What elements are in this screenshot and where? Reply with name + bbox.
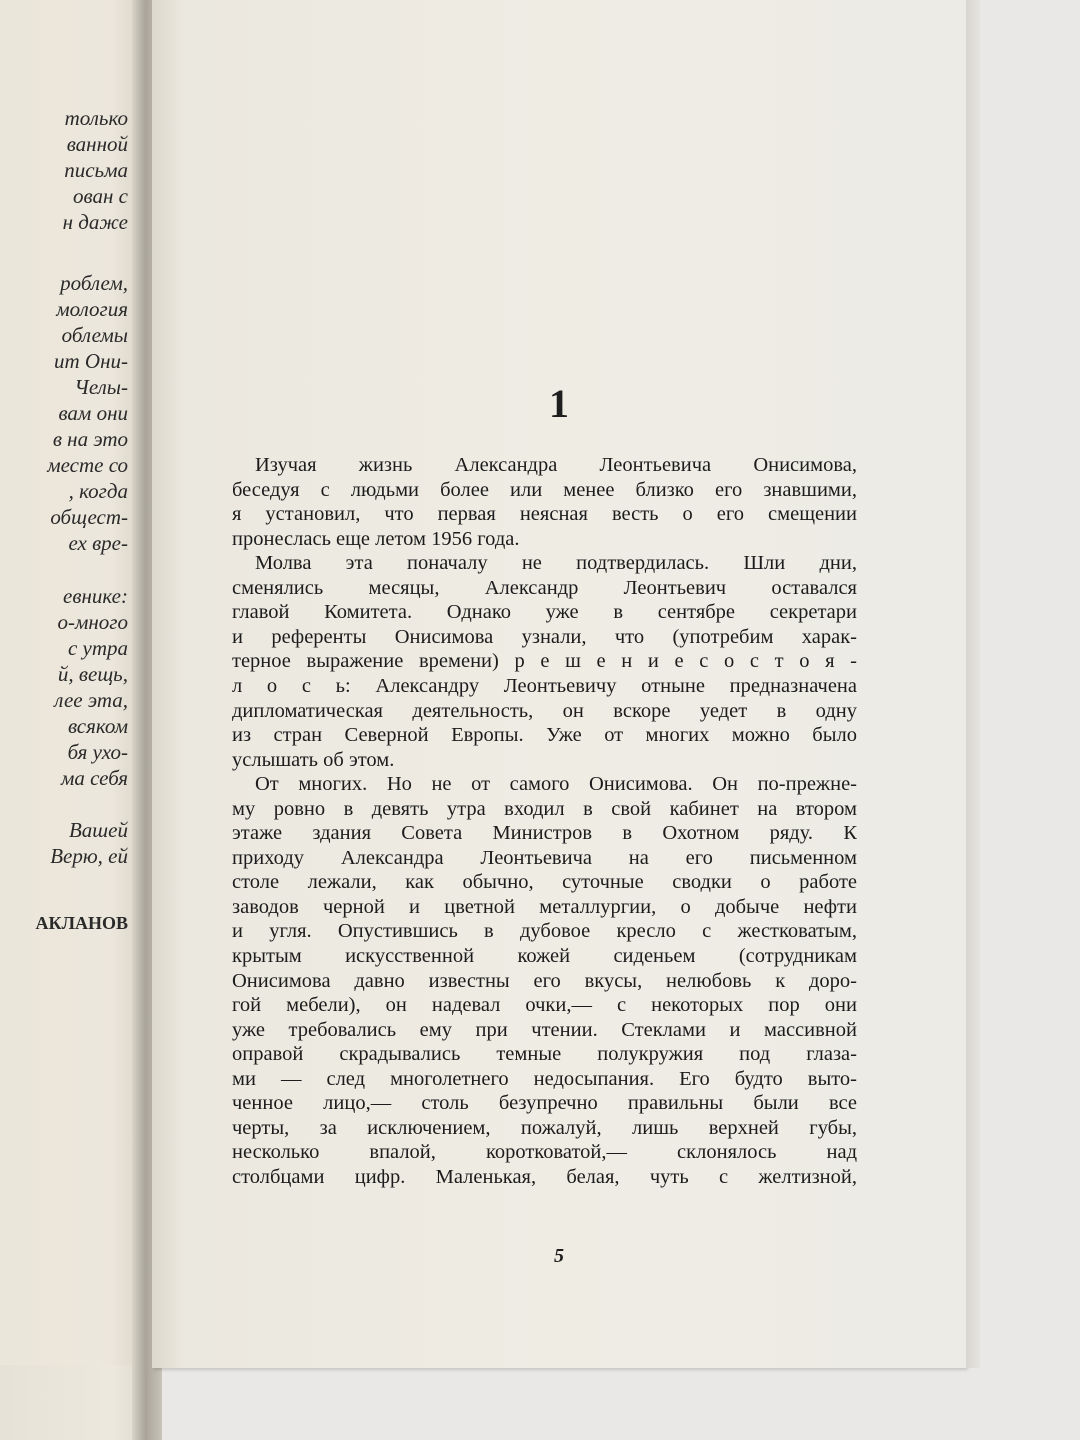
text-line: уже требовались ему при чтении. Стеклами и массивной: [232, 1019, 857, 1041]
right-page: [152, 0, 966, 1368]
text-line: терное выражение времени) р е ш е н и е с о с т о я -: [232, 650, 857, 672]
text-line: му ровно в девять утра входил в свой кабинет на втором: [232, 798, 857, 820]
text-line: столе лежали, как обычно, суточные сводки о работе: [232, 871, 857, 893]
left-page-line: й, вещь,: [57, 662, 128, 686]
text-line: услышать об этом.: [232, 749, 395, 771]
left-page-line: Верю, ей: [50, 844, 128, 868]
text-line: черты, за исключением, пожалуй, лишь верхней губы,: [232, 1117, 857, 1139]
text-line: крытым искусственной кожей сиденьем (сотрудникам: [232, 945, 857, 967]
text-line: сменялись месяцы, Александр Леонтьевич оставался: [232, 577, 857, 599]
left-page: [0, 0, 138, 1365]
left-page-line: ванной: [66, 132, 128, 156]
left-page-line: всяком: [67, 714, 128, 738]
left-page-line: АКЛАНОВ: [35, 913, 128, 933]
left-page-line: в на это: [52, 427, 128, 451]
text-line: из стран Северной Европы. Уже от многих можно было: [232, 724, 857, 746]
left-page-line: роблем,: [60, 271, 128, 295]
text-line: беседуя с людьми более или менее близко его знавшими,: [232, 479, 857, 501]
left-page-line: бя ухо-: [67, 740, 128, 764]
text-line: оправой скрадывались темные полукружия под глаза-: [232, 1043, 857, 1065]
text-line: гой мебели), он надевал очки,— с некоторых пор они: [232, 994, 857, 1016]
left-page-line: Вашей: [68, 818, 128, 842]
text-line: несколько впалой, коротковатой,— склонялось над: [232, 1141, 857, 1163]
left-page-line: н даже: [62, 210, 128, 234]
text-line: заводов черной и цветной металлургии, о добыче нефти: [232, 896, 857, 918]
left-page-line: Челы-: [74, 375, 128, 399]
left-page-line: евнике:: [63, 584, 128, 608]
text-line: пронеслась еще летом 1956 года.: [232, 528, 520, 550]
left-page-line: о-много: [57, 610, 128, 634]
left-page-line: ма себя: [60, 766, 128, 790]
text-line: Молва эта поначалу не подтвердилась. Шли дни,: [255, 552, 857, 574]
text-line: столбцами цифр. Маленькая, белая, чуть с желтизной,: [232, 1166, 857, 1188]
left-page-line: общест-: [50, 505, 128, 529]
text-line: и угля. Опустившись в дубовое кресло с жестковатым,: [232, 920, 857, 942]
left-page-line: ех вре-: [68, 531, 128, 555]
left-page-line: , когда: [68, 479, 128, 503]
text-line: и референты Онисимова узнали, что (употребим харак-: [232, 626, 857, 648]
left-page-line: ит Они-: [54, 349, 128, 373]
text-line: ченное лицо,— столь безупречно правильны были все: [232, 1092, 857, 1114]
text-line: л о с ь: Александру Леонтьевичу отныне предназначена: [232, 675, 857, 697]
left-page-line: ован с: [73, 184, 128, 208]
page-stack-edge: [966, 0, 980, 1368]
text-line: От многих. Но не от самого Онисимова. Он по-прежне-: [255, 773, 857, 795]
left-page-line: облемы: [61, 323, 128, 347]
page-number: 5: [554, 1245, 564, 1267]
text-line: Изучая жизнь Александра Леонтьевича Онисимова,: [255, 454, 857, 476]
text-line: Онисимова давно известны его вкусы, нелюбовь к доро-: [232, 970, 857, 992]
left-page-line: месте со: [47, 453, 128, 477]
text-line: ми — след многолетнего недосыпания. Его будто выто-: [232, 1068, 857, 1090]
left-page-line: с утра: [67, 636, 128, 660]
left-page-line: вам они: [58, 401, 128, 425]
text-line: приходу Александра Леонтьевича на его письменном: [232, 847, 857, 869]
left-page-line: только: [64, 106, 128, 130]
text-line: дипломатическая деятельность, он вскоре уедет в одну: [232, 700, 857, 722]
left-page-line: мология: [56, 297, 128, 321]
chapter-number: 1: [549, 381, 569, 426]
text-line: я установил, что первая неясная весть о его смещении: [232, 503, 857, 525]
left-page-line: лее эта,: [54, 688, 128, 712]
text-line: главой Комитета. Однако уже в сентябре секретари: [232, 601, 857, 623]
text-line: этаже здания Совета Министров в Охотном ряду. К: [232, 822, 857, 844]
left-page-line: письма: [64, 158, 128, 182]
